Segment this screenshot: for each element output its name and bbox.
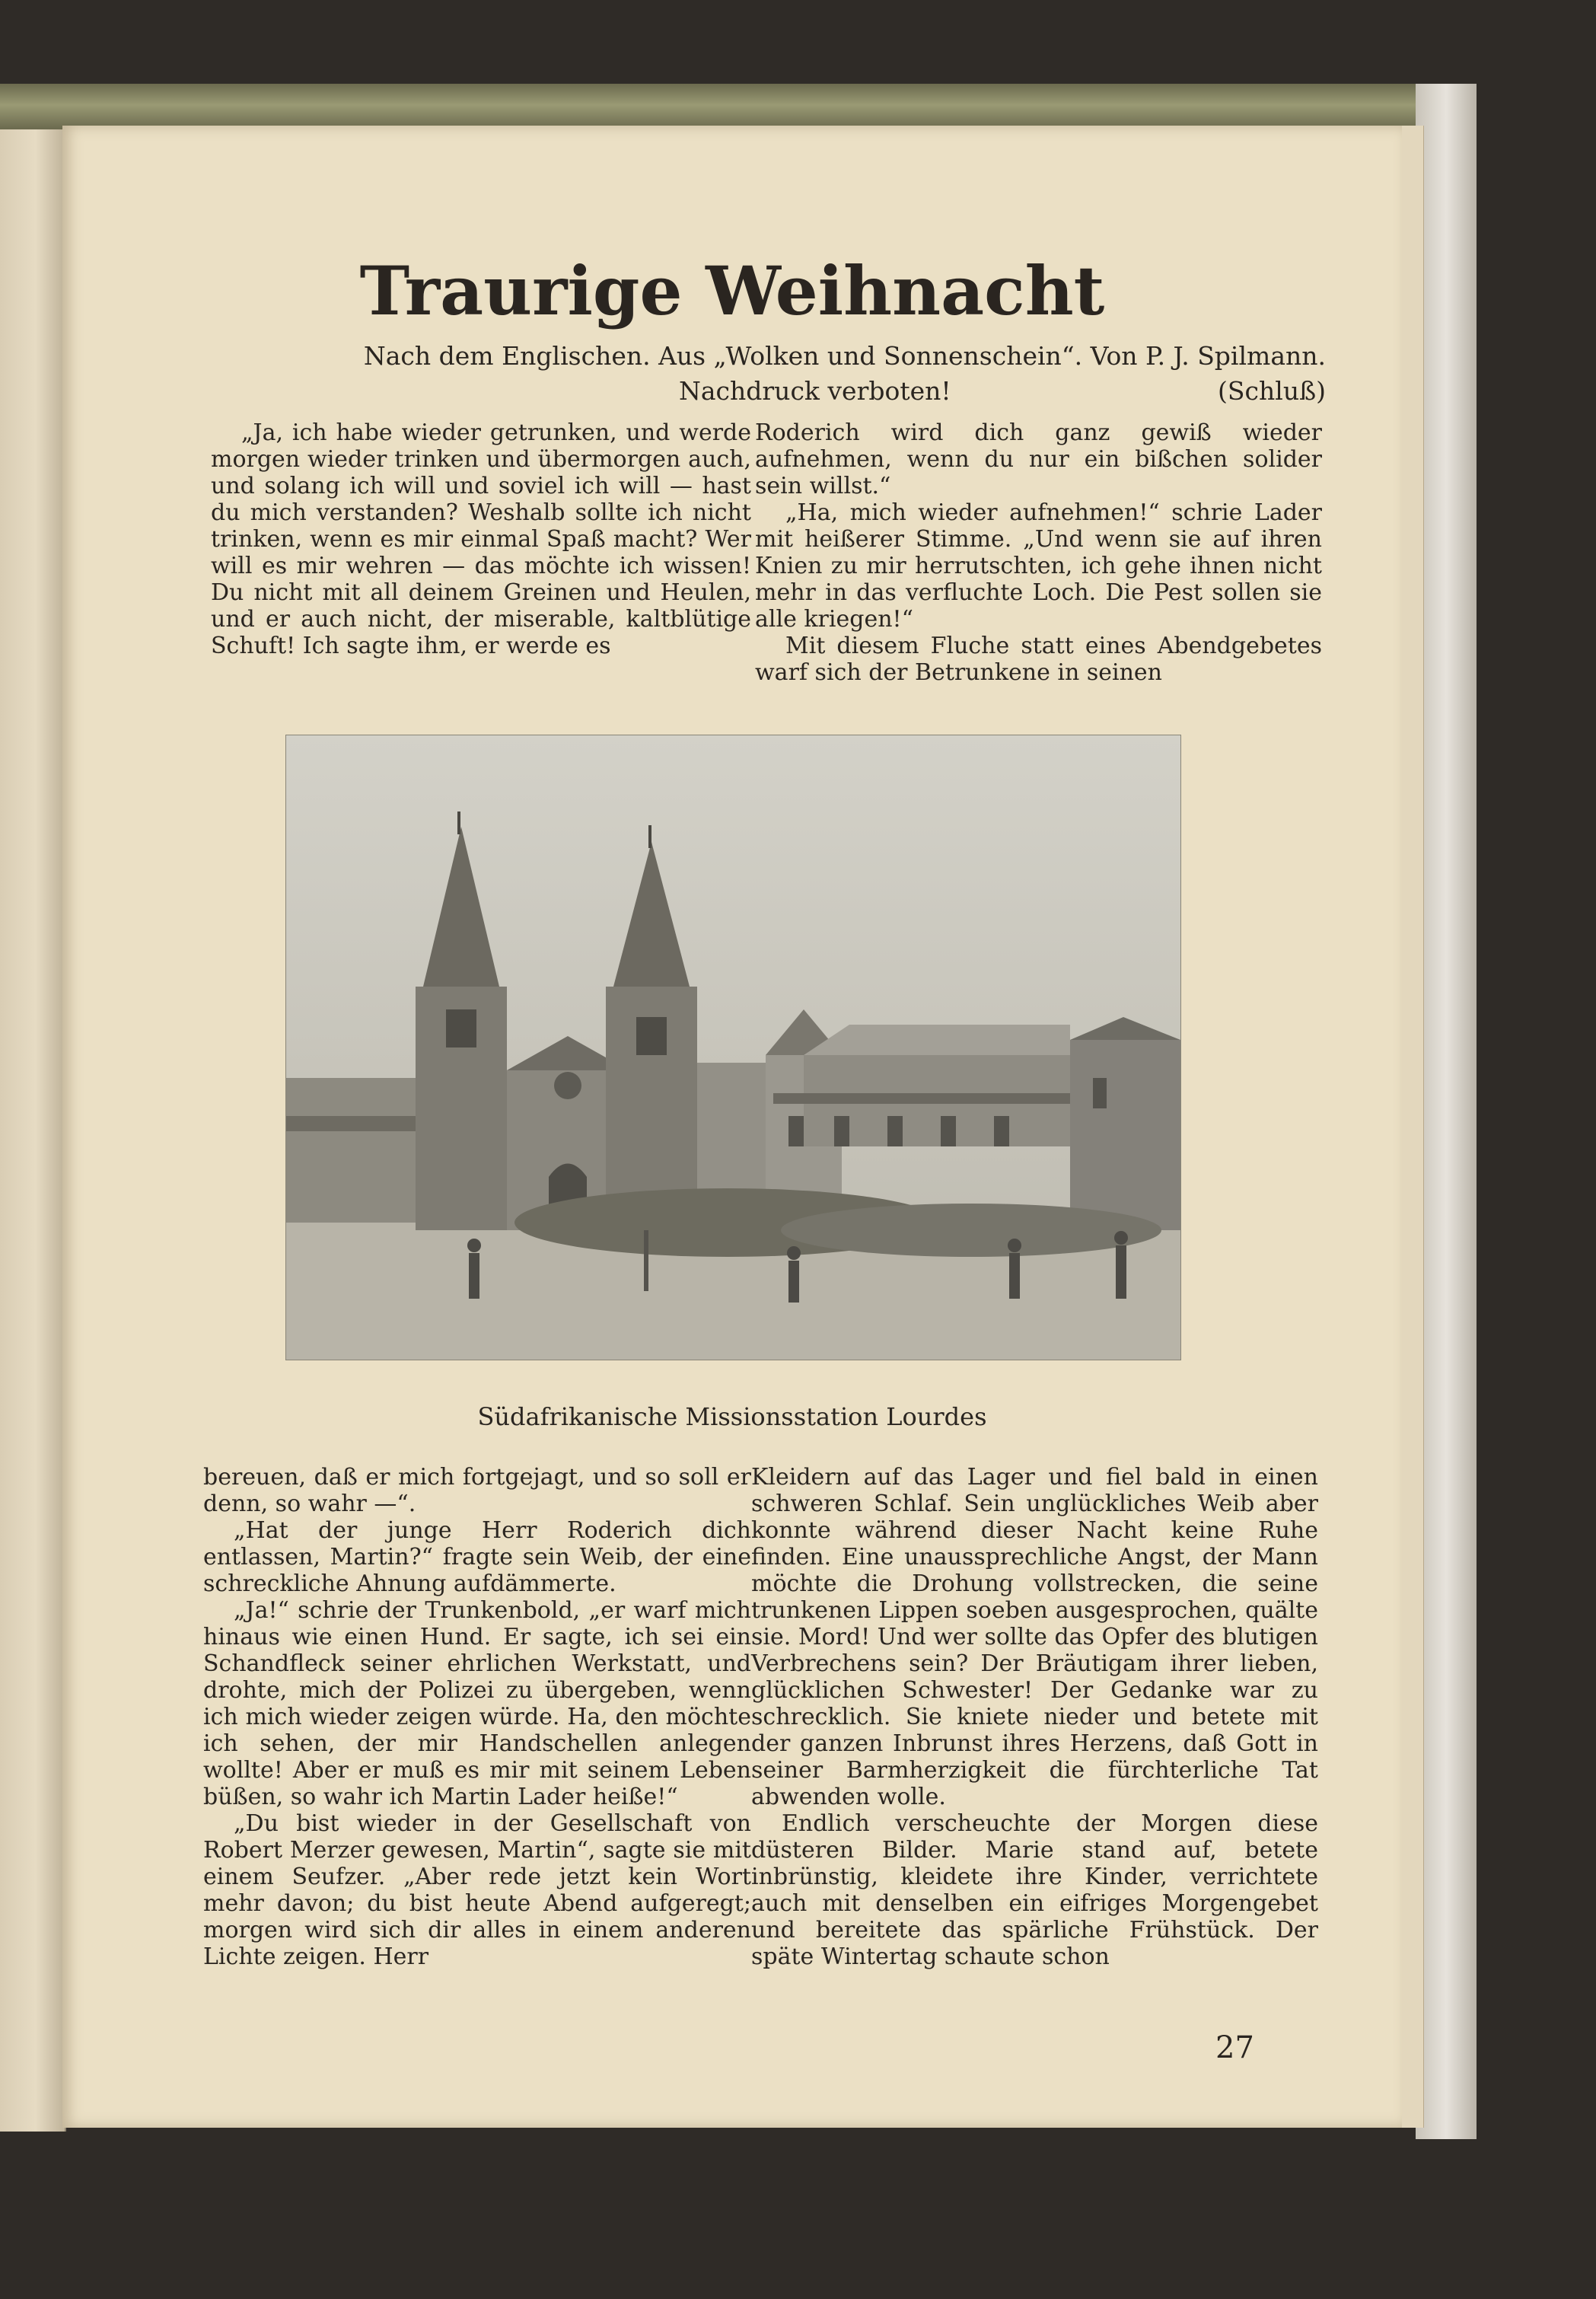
mission-station-photo <box>285 735 1181 1360</box>
page-edge <box>1402 126 1413 2128</box>
paragraph: bereuen, daß er mich fortgejagt, und so soll er denn, so wahr —“. <box>203 1464 751 1517</box>
paragraph: „Ja!“ schrie der Trunkenbold, „er warf mich hinaus wie einen Hund. Er sagte, ich sei ein Schandfleck seiner ehrlichen Werkstatt, und drohte, mich der Polizei zu übergeben, wenn ich mich wieder zeigen würde. Ha, den möchte ich sehen, der mir Handschellen anlegen wollte! Aber er muß es mir mit seinem Leben büßen, so wahr ich Martin Lader heiße!“ <box>203 1597 751 1810</box>
conclusion-note: (Schluß) <box>1218 376 1326 406</box>
lower-right-column <box>751 1464 1318 1970</box>
photo-caption: Südafrikanische Missionsstation Lourdes <box>477 1402 987 1431</box>
paragraph: „Ha, mich wieder aufnehmen!“ schrie Lader mit heißerer Stimme. „Und wenn sie auf ihren Knien zu mir herrutschten, ich gehe ihnen nicht mehr in das verfluchte Loch. Die Pest sollen sie alle kriegen!“ <box>755 499 1322 633</box>
page-number: 27 <box>1215 2030 1254 2065</box>
book-page <box>62 126 1402 2128</box>
paragraph: „Hat der junge Herr Roderich dich entlassen, Martin?“ fragte sein Weib, der eine schreckliche Ahnung aufdämmerte. <box>203 1517 751 1597</box>
page-edge <box>1413 126 1424 2128</box>
article-title: Traurige Weihnacht <box>359 251 1105 330</box>
byline-source: Nach dem Englischen. Aus „Wolken und Sonnenschein“. Von P. J. Spilmann. <box>363 341 1326 371</box>
paragraph: „Ja, ich habe wieder getrunken, und werde morgen wieder trinken und übermorgen auch, und solang ich will und soviel ich will — hast du mich verstanden? Weshalb sollte ich nicht trinken, wenn es mir einmal Spaß macht? Wer will es mir wehren — das möchte ich wissen! Du nicht mit all deinem Greinen und Heulen, und er auch nicht, der miserable, kaltblütige Schuft! Ich sagte ihm, er werde es <box>211 419 751 659</box>
upper-left-column <box>211 419 751 659</box>
upper-right-column <box>755 419 1322 686</box>
paragraph: Endlich verscheuchte der Morgen diese düsteren Bilder. Marie stand auf, betete inbrünstig, kleidete ihre Kinder, verrichtete auch mit denselben ein eifriges Morgengebet und bereitete das spärliche Frühstück. Der späte Wintertag schaute schon <box>751 1810 1318 1970</box>
reprint-notice: Nachdruck verboten! <box>679 376 951 406</box>
paragraph: „Du bist wieder in der Gesellschaft von Robert Merzer gewesen, Martin“, sagte sie mit einem Seufzer. „Aber rede jetzt kein Wort mehr davon; du bist heute Abend aufgeregt; morgen wird sich dir alles in einem anderen Lichte zeigen. Herr <box>203 1810 751 1970</box>
byline-rights <box>207 374 1326 409</box>
paragraph: Kleidern auf das Lager und fiel bald in einen schweren Schlaf. Sein unglückliches Weib aber konnte während dieser Nacht keine Ruhe finden. Eine unaussprechliche Angst, der Mann möchte die Drohung vollstrecken, die seine trunkenen Lippen soeben ausgesprochen, quälte sie. Mord! Und wer sollte das Opfer des blutigen Verbrechens sein? Der Bräutigam ihrer lieben, glücklichen Schwester! Der Gedanke war zu schrecklich. Sie kniete nieder und betete mit der ganzen Inbrunst ihres Herzens, daß Gott in seiner Barmherzigkeit die fürchterliche Tat abwenden wolle. <box>751 1464 1318 1810</box>
book-cover-edge <box>1416 84 1477 2139</box>
lower-left-column <box>203 1464 751 1970</box>
byline <box>207 339 1326 409</box>
paragraph: Roderich wird dich ganz gewiß wieder aufnehmen, wenn du nur ein bißchen solider sein willst.“ <box>755 419 1322 499</box>
paragraph: Mit diesem Fluche statt eines Abendgebetes warf sich der Betrunkene in seinen <box>755 633 1322 686</box>
facing-page <box>0 129 66 2132</box>
